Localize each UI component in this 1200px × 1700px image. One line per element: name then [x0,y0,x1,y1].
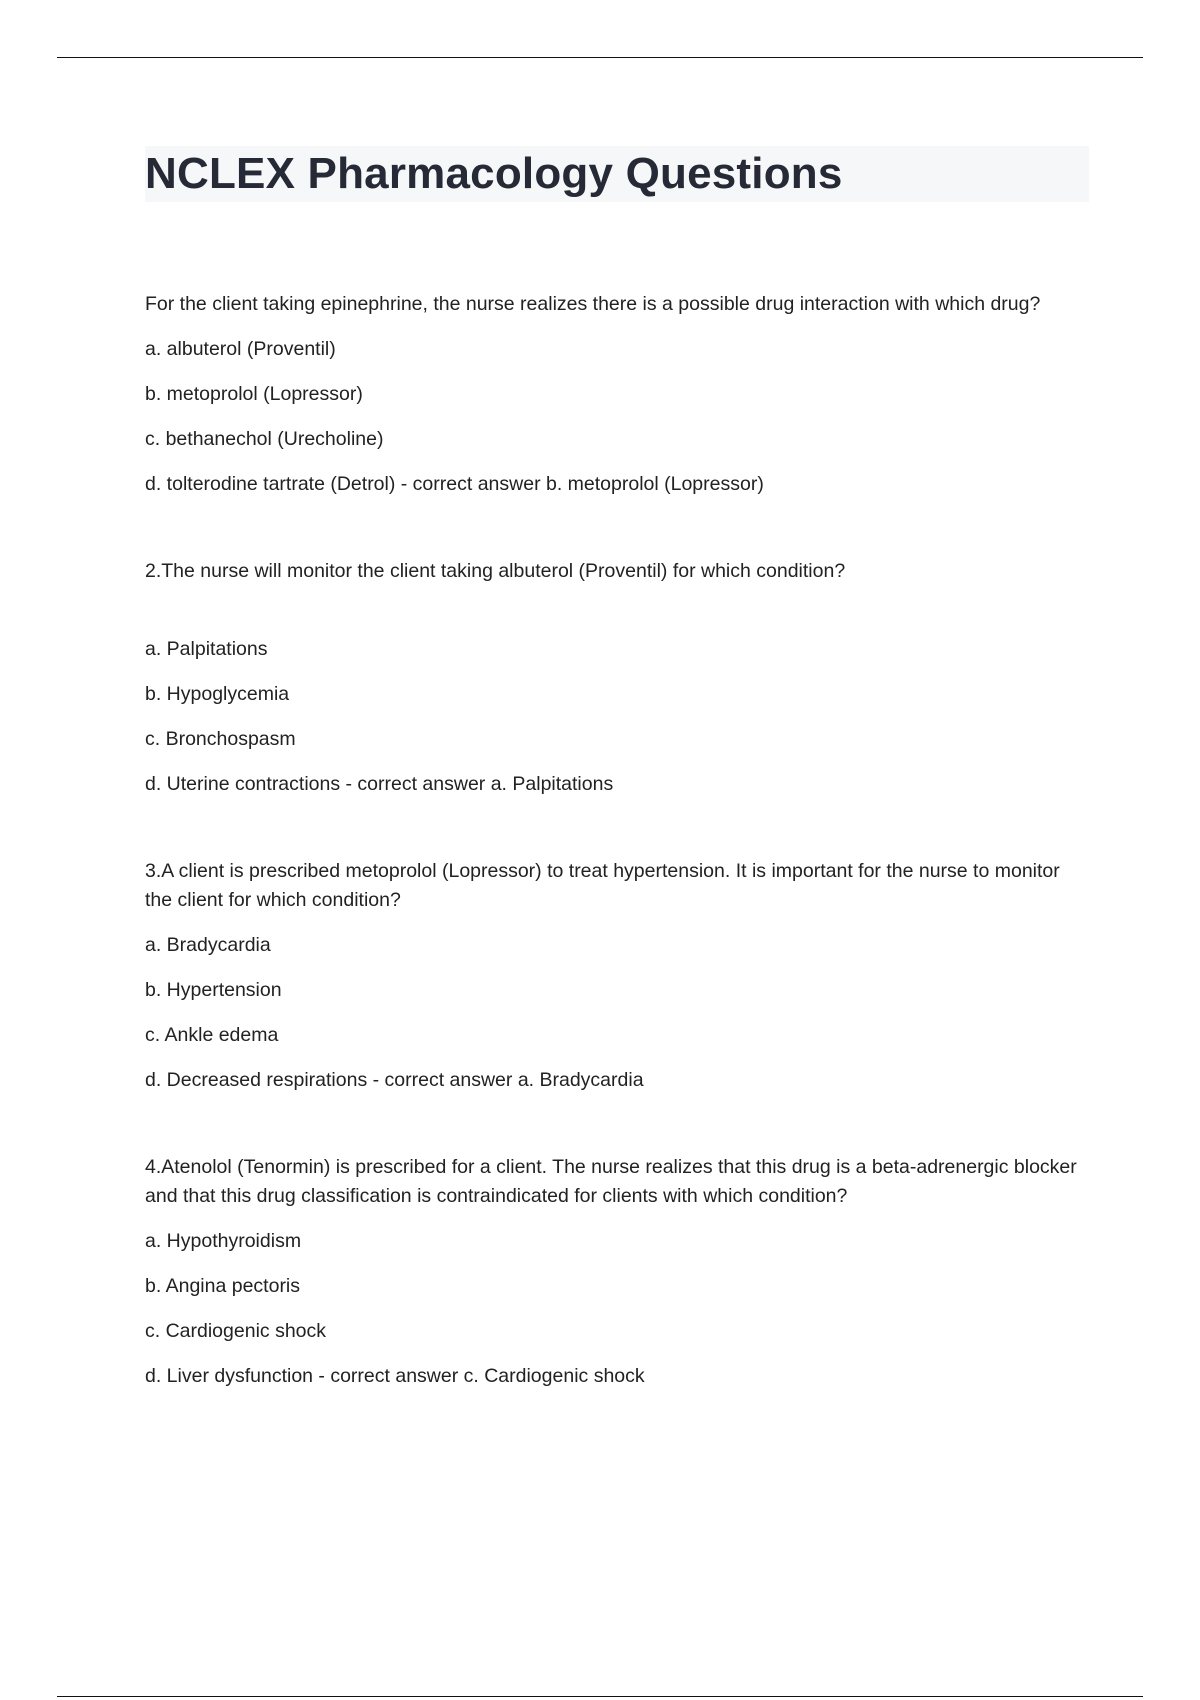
question-2-option-a: a. Palpitations [145,638,268,660]
question-2-option-c: c. Bronchospasm [145,728,296,750]
question-4-option-b: b. Angina pectoris [145,1275,301,1297]
question-2-text: 2.The nurse will monitor the client taking albuterol (Proventil) for which condition? [145,560,846,582]
question-2-option-d-answer: d. Uterine contractions - correct answer a. Palpitations [145,773,614,795]
question-1-text: For the client taking epinephrine, the nurse realizes there is a possible drug interaction with which drug? [145,293,1041,315]
top-rule [57,57,1143,58]
question-4-options [145,1227,1090,1391]
question-3 [145,857,1090,1095]
question-1 [145,290,1090,499]
question-3-option-c: c. Ankle edema [145,1024,279,1046]
question-4-text: 4.Atenolol (Tenormin) is prescribed for a client. The nurse realizes that this drug is a beta-adrenergic blocker and that this drug classification is contraindicated for clients with which condition? [145,1156,1077,1207]
spacer [145,799,1090,857]
question-3-option-b: b. Hypertension [145,979,282,1001]
spacer [145,586,1090,619]
spacer [145,1095,1090,1153]
question-4 [145,1153,1090,1391]
question-1-options [145,335,1090,499]
question-3-options [145,931,1090,1095]
question-1-option-c: c. bethanechol (Urecholine) [145,428,384,450]
question-3-option-d-answer: d. Decreased respirations - correct answer a. Bradycardia [145,1069,644,1091]
spacer [145,499,1090,557]
bottom-rule [57,1696,1143,1697]
question-1-option-d-answer: d. tolterodine tartrate (Detrol) - correct answer b. metoprolol (Lopressor) [145,473,764,495]
page-title: NCLEX Pharmacology Questions [145,149,843,198]
question-3-option-a: a. Bradycardia [145,934,271,956]
question-list [145,290,1090,1391]
question-4-option-d-answer: d. Liver dysfunction - correct answer c. Cardiogenic shock [145,1365,645,1387]
question-3-text: 3.A client is prescribed metoprolol (Lopressor) to treat hypertension. It is important for the nurse to monitor the client for which condition? [145,860,1060,911]
question-1-option-b: b. metoprolol (Lopressor) [145,383,363,405]
question-4-option-a: a. Hypothyroidism [145,1230,302,1252]
question-2-option-b: b. Hypoglycemia [145,683,290,705]
question-2 [145,557,1090,799]
question-1-option-a: a. albuterol (Proventil) [145,338,336,360]
question-2-options [145,635,1090,799]
question-4-option-c: c. Cardiogenic shock [145,1320,327,1342]
